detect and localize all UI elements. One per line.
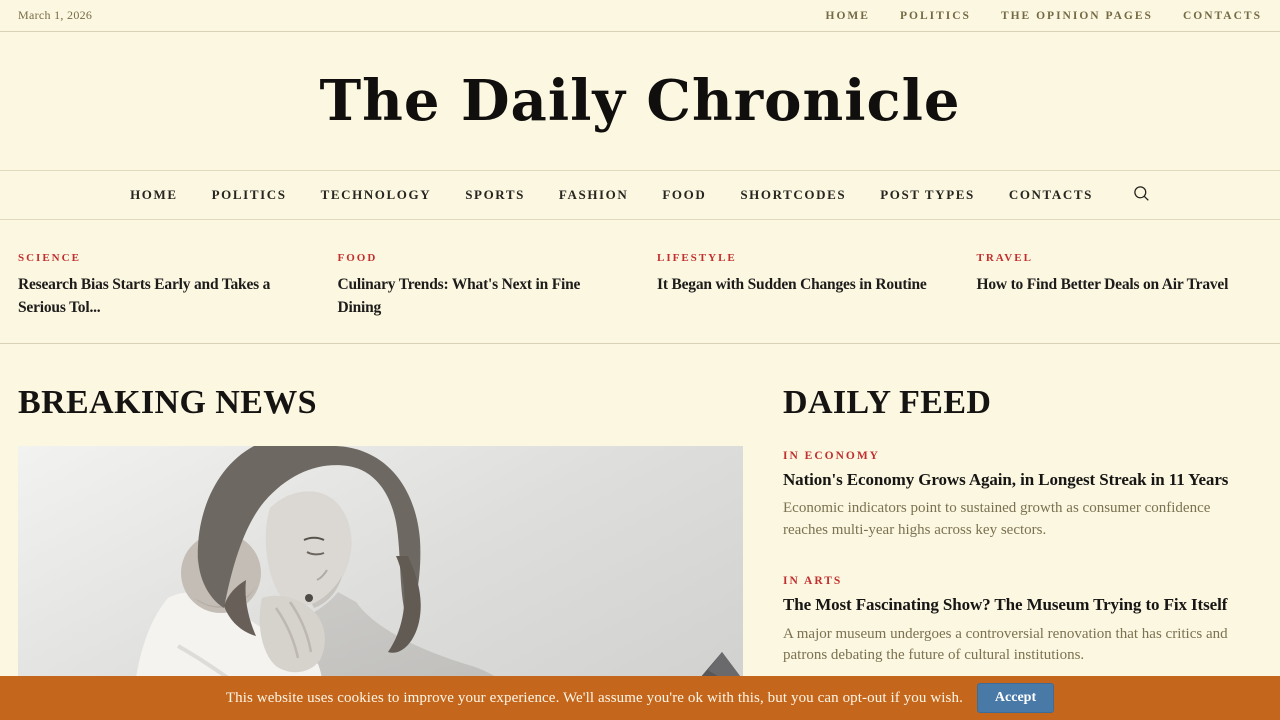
breaking-news-section xyxy=(18,344,743,720)
topbar-link-home[interactable]: HOME xyxy=(825,9,870,22)
highlight-category[interactable]: SCIENCE xyxy=(18,252,81,264)
site-title-link[interactable]: The Daily Chronicle xyxy=(319,68,961,134)
feed-item-economy xyxy=(783,446,1262,542)
main-content xyxy=(0,344,1280,720)
nav-link-post-types[interactable]: POST TYPES xyxy=(880,187,975,202)
masthead xyxy=(0,32,1280,170)
feed-title xyxy=(783,594,1262,616)
highlight-title xyxy=(657,273,943,296)
highlight-title xyxy=(18,273,304,319)
nav-link-shortcodes[interactable]: SHORTCODES xyxy=(740,187,847,202)
highlight-title xyxy=(338,273,624,319)
highlight-category[interactable]: LIFESTYLE xyxy=(657,252,737,264)
topbar-link-politics[interactable]: POLITICS xyxy=(899,9,971,22)
cookie-message: This website uses cookies to improve your experience. We'll assume you're ok with this, but you can opt-out if you wish. xyxy=(225,689,963,706)
topbar-link-opinion-pages[interactable]: THE OPINION PAGES xyxy=(1000,9,1153,22)
topbar-link-contacts[interactable]: CONTACTS xyxy=(1182,9,1262,22)
nav-link-fashion[interactable]: FASHION xyxy=(558,187,629,202)
topbar-nav xyxy=(826,10,1262,22)
accept-cookies-button[interactable]: Accept xyxy=(977,683,1054,713)
highlight-card xyxy=(657,248,943,319)
highlight-title-link[interactable]: Culinary Trends: What's Next in Fine Dining xyxy=(337,276,581,316)
feed-title-link[interactable]: The Most Fascinating Show? The Museum Trying to Fix Itself xyxy=(783,595,1228,615)
highlight-card xyxy=(338,248,624,319)
nav-link-food[interactable]: FOOD xyxy=(662,187,707,202)
cookie-banner xyxy=(0,676,1280,720)
top-bar xyxy=(0,0,1280,32)
highlight-title-link[interactable]: It Began with Sudden Changes in Routine xyxy=(657,276,927,293)
highlight-card xyxy=(18,248,304,319)
highlight-category[interactable]: TRAVEL xyxy=(976,252,1033,264)
highlight-title-link[interactable]: How to Find Better Deals on Air Travel xyxy=(976,276,1229,293)
search-button[interactable] xyxy=(1133,185,1150,205)
feed-excerpt: A major museum undergoes a controversial renovation that has critics and patrons debating the future of cultural institutions. xyxy=(783,625,1228,664)
highlight-title xyxy=(977,273,1263,296)
site-title[interactable] xyxy=(319,68,960,134)
feed-item-arts xyxy=(783,571,1262,667)
highlights-strip xyxy=(0,220,1280,344)
feed-category[interactable]: IN ARTS xyxy=(783,575,843,588)
highlight-category[interactable]: FOOD xyxy=(337,252,378,264)
nav-link-contacts[interactable]: CONTACTS xyxy=(1008,187,1093,202)
daily-feed-heading: DAILY FEED xyxy=(783,383,992,421)
main-nav xyxy=(0,170,1280,220)
current-date: March 1, 2026 xyxy=(18,8,93,22)
feed-category[interactable]: IN ECONOMY xyxy=(783,449,880,462)
highlight-title-link[interactable]: Research Bias Starts Early and Takes a Serious Tol... xyxy=(18,276,271,316)
feed-excerpt: Economic indicators point to sustained growth as consumer confidence reaches multi-year highs across key sectors. xyxy=(783,499,1211,538)
nav-link-home[interactable]: HOME xyxy=(130,187,178,202)
nav-link-politics[interactable]: POLITICS xyxy=(211,187,287,202)
nav-link-technology[interactable]: TECHNOLOGY xyxy=(320,187,432,202)
breaking-news-heading: BREAKING NEWS xyxy=(18,383,317,421)
daily-feed-section xyxy=(783,344,1262,720)
nav-link-sports[interactable]: SPORTS xyxy=(465,187,525,202)
feed-title-link[interactable]: Nation's Economy Grows Again, in Longest Streak in 11 Years xyxy=(783,469,1229,489)
feed-title xyxy=(783,469,1262,491)
search-icon xyxy=(1133,185,1150,205)
highlight-card xyxy=(977,248,1263,319)
